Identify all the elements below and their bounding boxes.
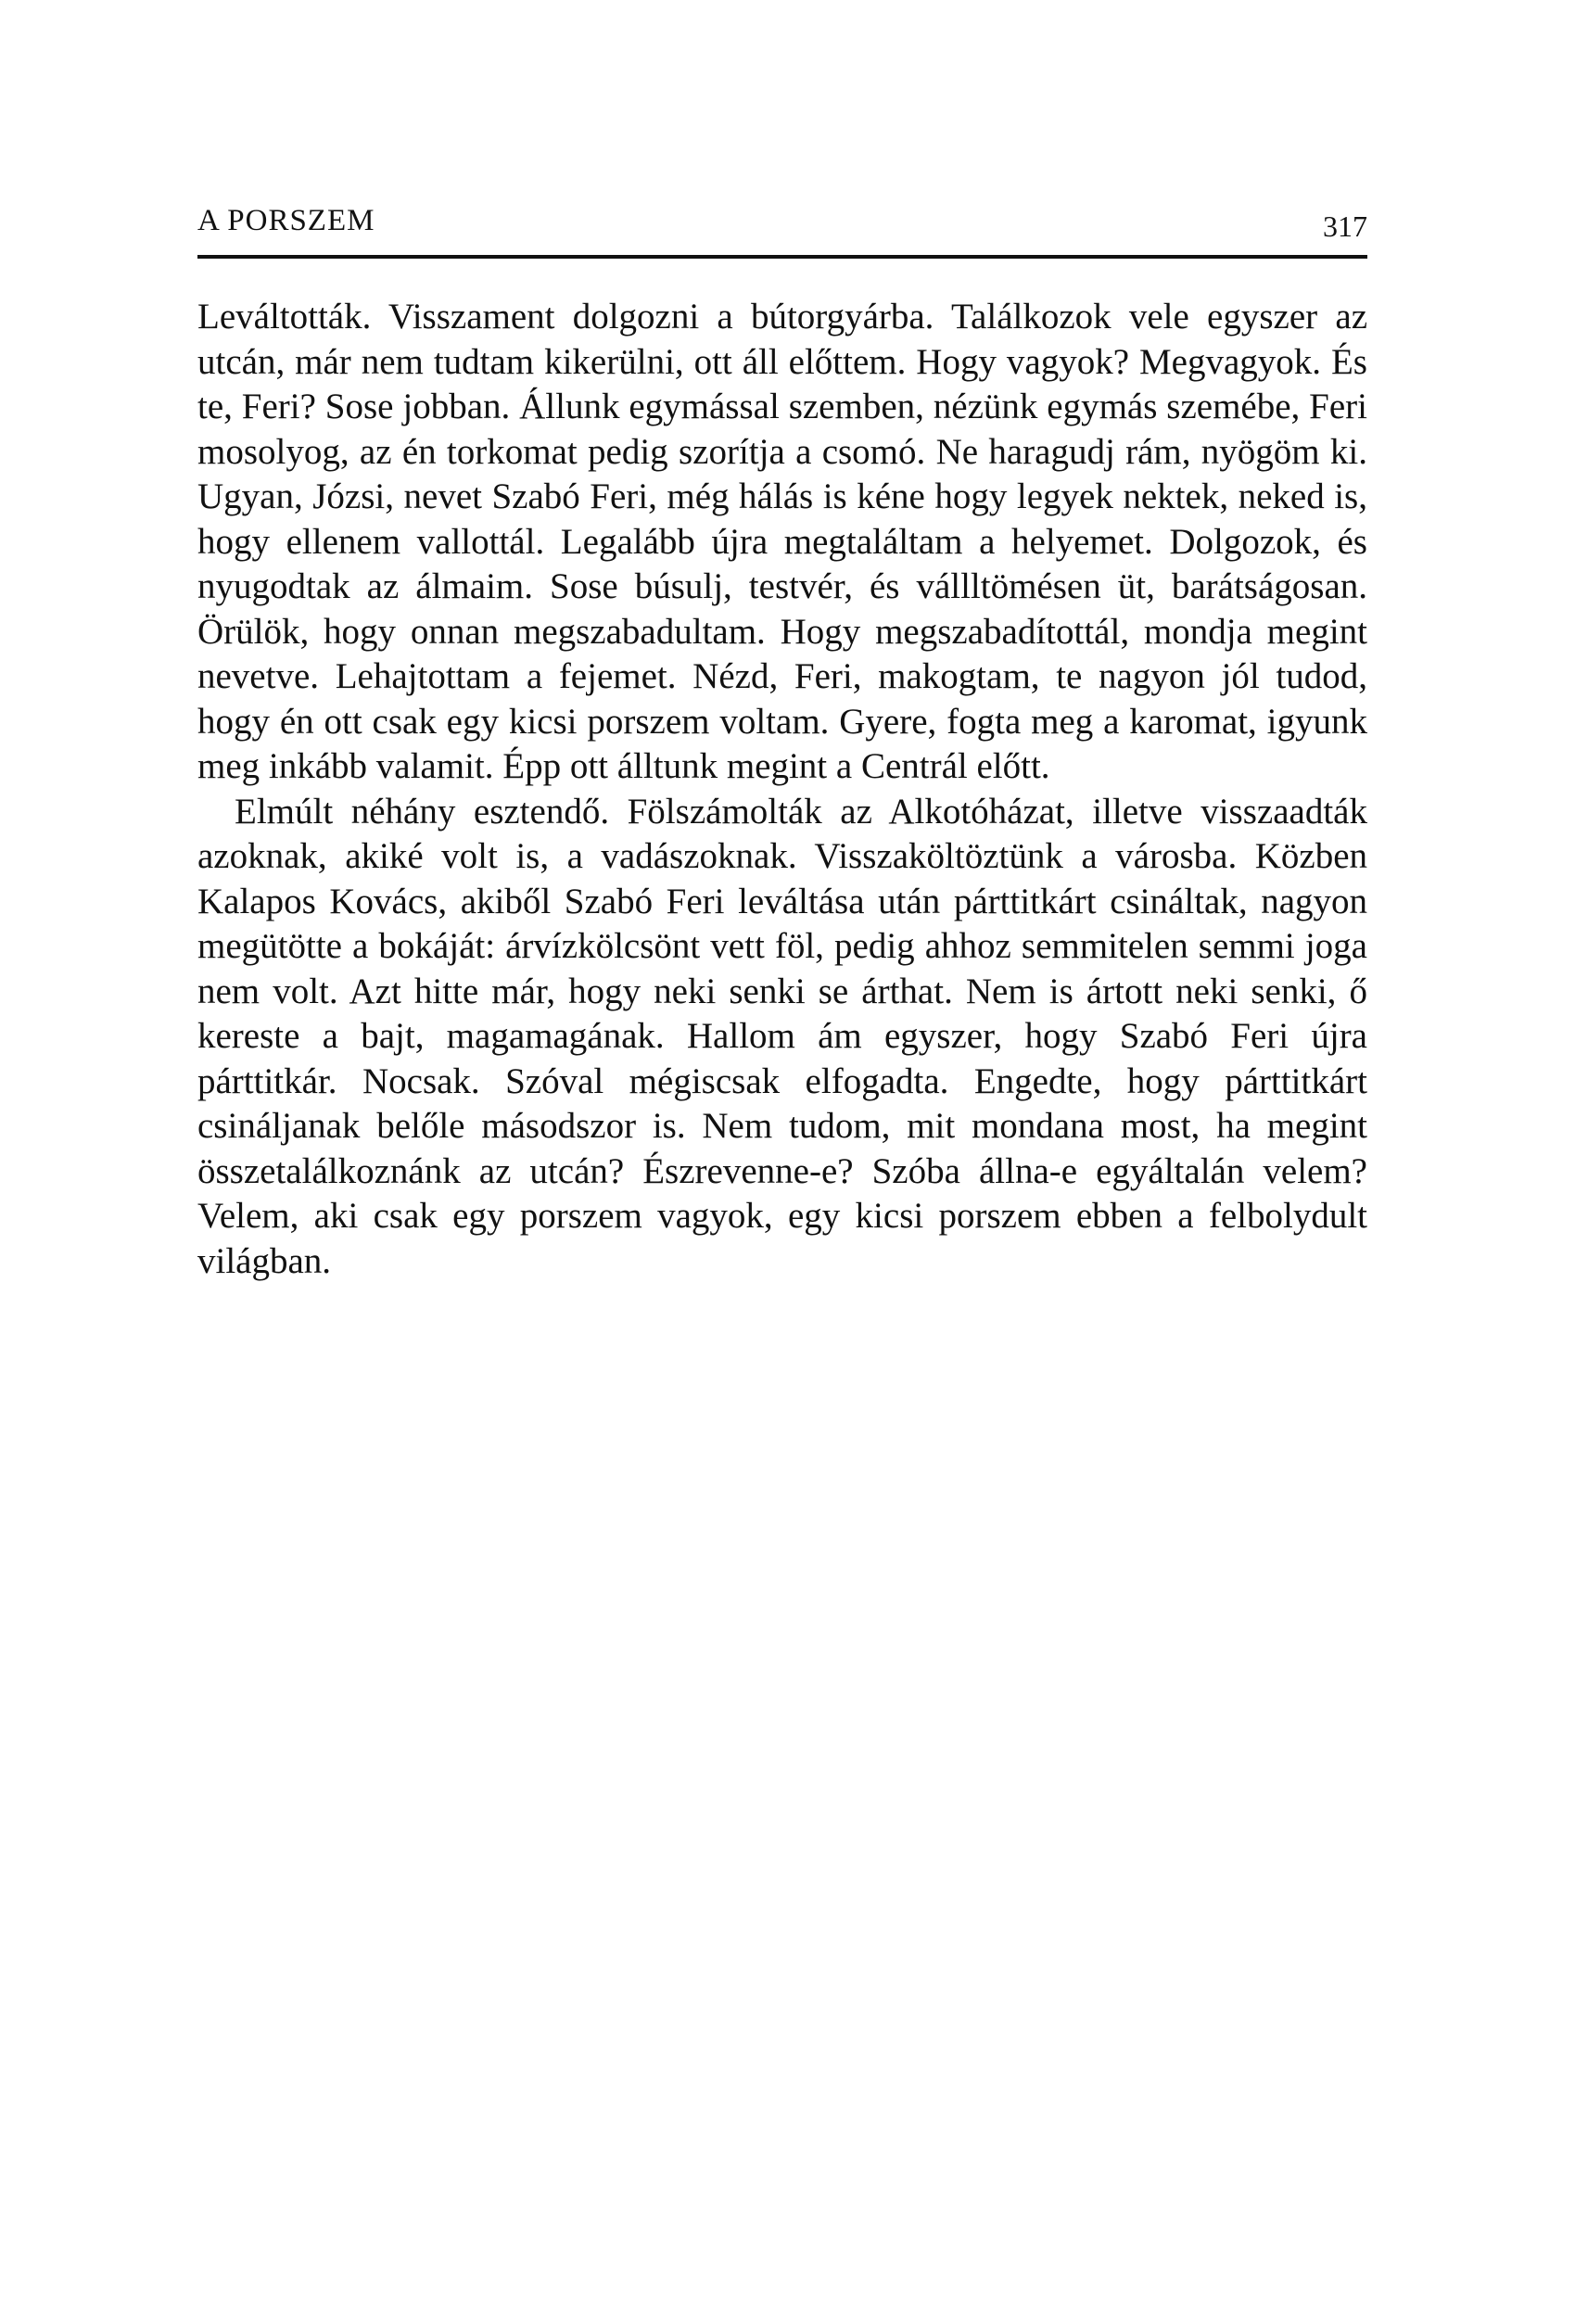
header-rule (197, 255, 1367, 259)
body-text (197, 295, 1367, 1284)
running-head (197, 197, 1367, 252)
running-title: A PORSZEM (197, 204, 375, 237)
paragraph-1: Leváltották. Visszament dolgozni a bútorgyárba. Találkozok vele egyszer az utcán, már nem tudtam kikerülni, ott áll előttem. Hogy vagyok? Megvagyok. És te, Feri? Sose jobban. Állunk egymással szemben, nézünk egymás szemébe, Feri mosolyog, az én torkomat pedig szorítja a csomó. Ne haragudj rám, nyögöm ki. Ugyan, Józsi, nevet Szabó Feri, még hálás is kéne hogy legyek nektek, neked is, hogy ellenem vallottál. Legalább újra megtaláltam a helyemet. Dolgozok, és nyugodtak az álmaim. Sose búsulj, testvér, és vállltömésen üt, barátságosan. Örülök, hogy onnan megszabadultam. Hogy megszabadítottál, mondja megint nevetve. Lehajtottam a fejemet. Nézd, Feri, makogtam, te nagyon jól tudod, hogy én ott csak egy kicsi porszem voltam. Gyere, fogta meg a karomat, igyunk meg inkább valamit. Épp ott álltunk megint a Centrál előtt. (197, 297, 1367, 786)
paragraph-2: Elmúlt néhány esztendő. Fölszámolták az Alkotóházat, illetve visszaadták azoknak, akiké volt is, a vadászoknak. Visszaköltöztünk a városba. Közben Kalapos Kovács, akiből Szabó Feri leváltása után párttitkárt csináltak, nagyon megütötte a bokáját: árvízkölcsönt vett föl, pedig ahhoz semmitelen semmi joga nem volt. Azt hitte már, hogy neki senki se árthat. Nem is ártott neki senki, ő kereste a bajt, magamagának. Hallom ám egyszer, hogy Szabó Feri újra párttitkár. Nocsak. Szóval mégiscsak elfogadta. Engedte, hogy párttitkárt csináljanak belőle másodszor is. Nem tudom, mit mondana most, ha megint összetalálkoznánk az utcán? Észrevenne-e? Szóba állna-e egyáltalán velem? Velem, aki csak egy porszem vagyok, egy kicsi porszem ebben a felbolydult világban. (197, 791, 1367, 1281)
page-number: 317 (1323, 210, 1367, 243)
